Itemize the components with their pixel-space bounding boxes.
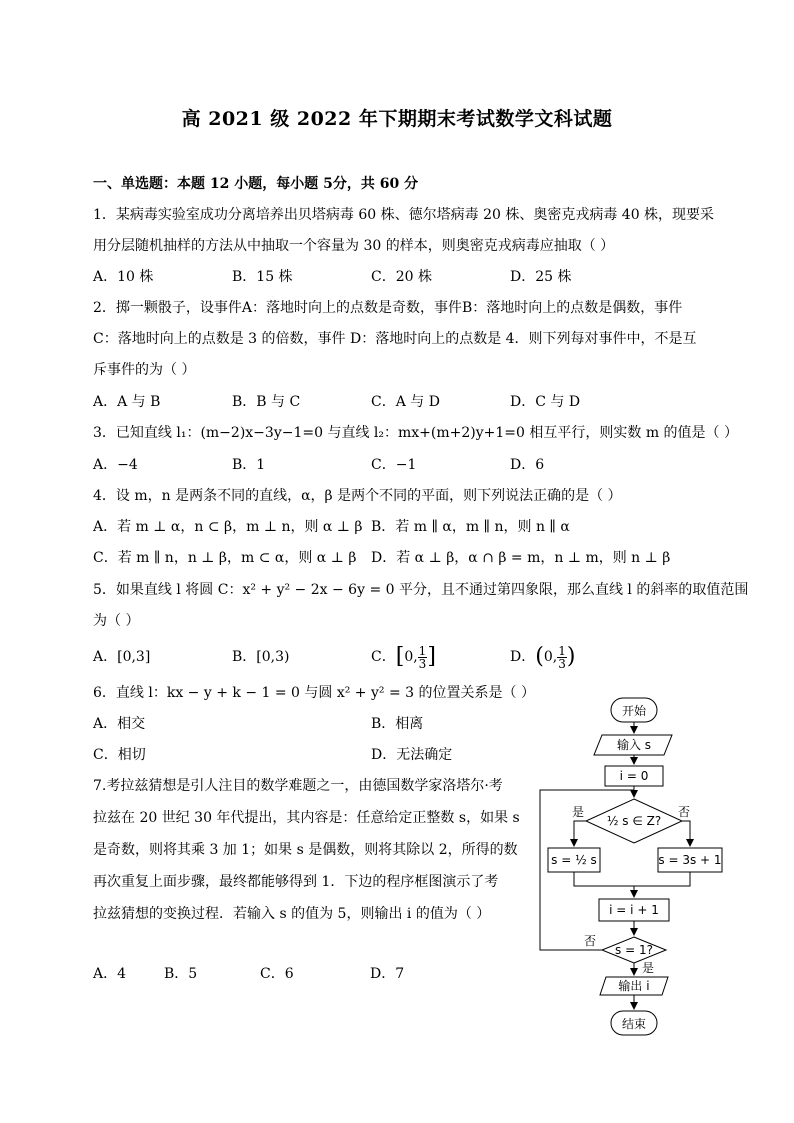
q1-option-c: C．20 株 (371, 269, 432, 285)
q5-option-d: D．(0, $\frac{1}{3}$ ) (510, 643, 576, 671)
q4-option-a: A．若 m ⊥ α，n ⊂ β，m ⊥ n，则 α ⊥ β (93, 519, 363, 535)
q3-line1: 3．已知直线 l₁：(m−2)x−3y−1=0 与直线 l₂：mx+(m+2)y+1=0 相互平行，则实数 m 的值是（ ） (93, 425, 738, 441)
q6-option-a: A．相交 (93, 716, 146, 732)
q5-option-c-zero: 0, (404, 649, 418, 665)
q7-option-c: C．6 (260, 966, 294, 982)
flow-increment-label: i = i + 1 (609, 903, 659, 917)
flow-end-label: 结束 (621, 1017, 647, 1031)
flow-no2-label: 否 (583, 934, 597, 948)
page-title: 高 2021 级 2022 年下期期末考试数学文科试题 (181, 108, 613, 130)
q7-line5: 拉兹猜想的变换过程．若输入 s 的值为 5，则输出 i 的值为（ ） (93, 906, 491, 922)
flow-init-label: i = 0 (619, 769, 649, 783)
q1-option-d: D．25 株 (510, 269, 572, 285)
q7-option-a: A．4 (93, 966, 127, 982)
q5-line2: 为（ ） (93, 613, 140, 629)
q4-option-c: C．若 m ∥ n，n ⊥ β，m ⊂ α，则 α ⊥ β (93, 550, 357, 566)
flow-condition-even-label: ½ s ∈ Z? (606, 814, 662, 828)
q5-option-b: B．[0,3) (232, 649, 290, 665)
flow-output-label: 输出 i (618, 979, 650, 993)
q4-option-d: D．若 α ⊥ β，α ∩ β = m，n ⊥ m，则 n ⊥ β (371, 550, 671, 566)
q5-line1: 5．如果直线 l 将圆 C：x² + y² − 2x − 6y = 0 平分，且不通过第四象限，那么直线 l 的斜率的取值范围 (93, 582, 749, 598)
q7-line3: 是奇数，则将其乘 3 加 1；如果 s 是偶数，则将其除以 2，所得的数 (93, 842, 518, 858)
flow-input-label: 输入 s (616, 738, 652, 752)
q1-option-b: B．15 株 (232, 269, 293, 285)
q3-option-a: A．−4 (93, 457, 138, 473)
q5-option-d-fraction: $\frac{1}{3}$ (558, 643, 566, 671)
q2-option-d: D．C 与 D (510, 394, 581, 410)
q5-option-d-zero: 0, (543, 649, 558, 665)
q6-option-d: D．无法确定 (371, 747, 453, 763)
q6-line1: 6．直线 l：kx − y + k − 1 = 0 与圆 x² + y² = 3 的位置关系是（ ） (93, 685, 535, 701)
flow-no1-label: 否 (677, 805, 691, 819)
q5-option-c-fraction: $\frac{1}{3}$ (418, 643, 427, 671)
q2-option-b: B．B 与 C (232, 394, 301, 410)
q4-line1: 4．设 m，n 是两条不同的直线，α，β 是两个不同的平面，则下列说法正确的是（ ） (93, 488, 622, 504)
q3-option-c: C．−1 (371, 457, 417, 473)
q1-line2: 用分层随机抽样的方法从中抽取一个容量为 30 的样本，则奥密克戎病毒应抽取（ ） (93, 238, 615, 254)
flow-halve-label: s = ½ s (551, 853, 597, 867)
q5-option-c-label: C． (371, 649, 396, 665)
flow-yes1-label: 是 (571, 805, 585, 819)
q7-option-b: B．5 (164, 966, 198, 982)
q3-option-b: B．1 (232, 457, 266, 473)
q7-option-d: D．7 (370, 966, 405, 982)
q4-option-b: B．若 m ∥ α，m ∥ n，则 n ∥ α (371, 519, 570, 535)
flow-triple-label: s = 3s + 1 (658, 853, 722, 867)
q2-line3: 斥事件的为（ ） (93, 362, 196, 378)
q5-option-c: C．[0, $\frac{1}{3}$ ] (371, 643, 436, 671)
q2-option-a: A．A 与 B (93, 394, 161, 410)
q3-option-d: D．6 (510, 457, 545, 473)
q7-line2: 拉兹在 20 世纪 30 年代提出，其内容是：任意给定正整数 s，如果 s (93, 810, 520, 826)
q6-option-c: C．相切 (93, 747, 146, 763)
q2-option-c: C．A 与 D (371, 394, 440, 410)
q7-line4: 再次重复上面步骤，最终都能够得到 1．下边的程序框图演示了考 (93, 874, 499, 890)
q6-option-b: B．相离 (371, 716, 424, 732)
q1-line1: 1．某病毒实验室成功分离培养出贝塔病毒 60 株、德尔塔病毒 20 株、奥密克戎病毒 40 株，现要采 (93, 207, 715, 223)
q7-line1: 7.考拉兹猜想是引人注目的数学难题之一，由德国数学家洛塔尔·考 (93, 778, 503, 794)
q2-line1: 2．掷一颗骰子，设事件A：落地时向上的点数是奇数，事件B：落地时向上的点数是偶数，事件 (93, 300, 683, 316)
flow-yes2-label: 是 (641, 961, 655, 975)
section-heading: 一、单选题：本题 12 小题，每小题 5分，共 60 分 (93, 176, 419, 192)
q1-option-a: A．10 株 (93, 269, 154, 285)
flow-condition-one-label: s = 1? (615, 943, 653, 957)
q2-line2: C：落地时向上的点数是 3 的倍数，事件 D：落地时向上的点数是 4．则下列每对事件中，不是互 (93, 331, 697, 347)
flow-start-label: 开始 (621, 704, 647, 718)
q5-option-a: A．[0,3] (93, 649, 151, 665)
q5-option-d-label: D． (510, 649, 536, 665)
